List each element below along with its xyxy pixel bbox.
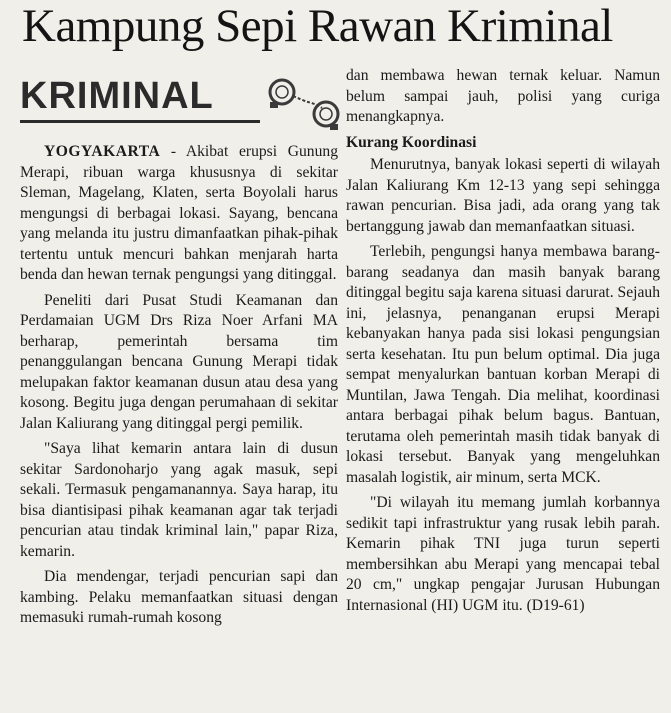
rubric-label: KRIMINAL [20, 75, 214, 117]
article-paragraph: "Di wilayah itu memang jumlah korbannya sedikit tapi infrastruktur yang rusak lebih parah. Kemarin pihak TNI juga turun seperti membersihkan abu Merapi yang mencapai tebal 20 cm," ungkap pengajar Jurusan Hubungan Internasional (HI) UGM itu. (D19-61) [346, 494, 660, 614]
article-column-left [20, 142, 338, 634]
article-paragraph: Terlebih, pengungsi hanya membawa barang-barang seadanya dan masih banyak barang ditinggal begitu saja karena situasi darurat. Sejauh ini, jelasnya, penanganan erupsi Merapi kebanyakan hanya pada sisi lokasi pengungsian serta kesehatan. Itu pun belum optimal. Dia juga sempat menyalurkan bantuan korban Merapi di Muntilan, Jawa Tengah. Dia melihat, koordinasi antara berbagai pihak belum bagus. Bantuan, terutama oleh pemerintah masih tidak banyak di lokasi tersebut. Banyak yang mengeluhkan masalah logistik, air minum, serta MCK. [346, 243, 660, 486]
article-paragraph: Peneliti dari Pusat Studi Keamanan dan Perdamaian UGM Drs Riza Noer Arfani MA berharap, pemerintah bersama tim penanggulangan bencana Gunung Merapi tidak melupakan faktor keamanan dusun atau desa yang kosong. Begitu juga dengan perumahaan di sekitar Jalan Kaliurang yang ditinggal pergi pemilik. [20, 291, 338, 432]
article-paragraph: dan membawa hewan ternak keluar. Namun belum sampai jauh, polisi yang curiga menangkapnya. [346, 67, 660, 125]
rubric-banner [20, 70, 338, 134]
article-paragraph: "Saya lihat kemarin antara lain di dusun sekitar Sardonoharjo yang agak masuk, sepi sekali. Termasuk pengamanannya. Saya harap, itu bisa diantisipasi pihak keamanan agar tak terjadi pencurian atau tindak kriminal lain," papar Riza, kemarin. [20, 440, 338, 560]
article-paragraph: Menurutnya, banyak lokasi seperti di wilayah Jalan Kaliurang Km 12-13 yang sepi sehingga rawan pencurian. Bisa jadi, ada orang yang tak bertanggung jawab dan memanfaatkan situasi. [346, 156, 660, 235]
headline: Kampung Sepi Rawan Kriminal [22, 0, 613, 52]
article-paragraph: YOGYAKARTA - Akibat erupsi Gunung Merapi, ribuan warga khususnya di sekitar Sleman, Magelang, Klaten, serta Boyolali harus mengungsi di berbagai lokasi. Sayang, bencana yang melanda itu justru dimanfaatkan pihak-pihak tertentu untuk mencuri bahkan menjarah harta benda dan hewan ternak pengungsi yang ditinggal. [20, 143, 338, 283]
article-column-right [346, 66, 660, 621]
handcuffs-icon [264, 70, 342, 132]
article-paragraph: Dia mendengar, terjadi pencurian sapi dan kambing. Pelaku memanfaatkan situasi dengan memasuki rumah-rumah kosong [20, 568, 338, 626]
subheading: Kurang Koordinasi [346, 133, 477, 151]
dateline: YOGYAKARTA [44, 143, 161, 160]
rubric-rule [20, 120, 260, 123]
